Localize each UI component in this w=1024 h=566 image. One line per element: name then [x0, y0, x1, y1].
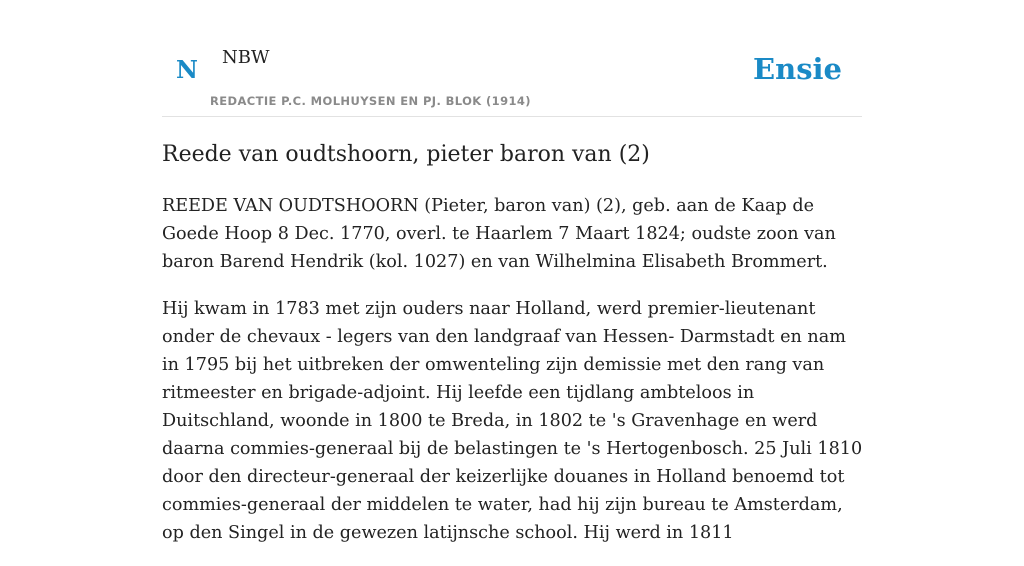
source-title[interactable]: NBW: [222, 47, 270, 68]
article-paragraph: Hij kwam in 1783 met zijn ouders naar Holland, werd premier-lieutenant onder de chevaux - legers van den landgraaf van Hessen- Darmstadt en nam in 1795 bij het uitbreken der omwenteling zijn demissie met den rang van ritmeester en brigade-adjoint. Hij leefde een tijdlang ambteloos in Duitschland, woonde in 1800 te Breda, in 1802 te 's Gravenhage en werd daarna commies-generaal bij de belastingen te 's Hertogenbosch. 25 Juli 1810 door den directeur-generaal der keizerlijke douanes in Holland benoemd tot commies-generaal der middelen te water, had hij zijn bureau te Amsterdam, op den Singel in de gewezen latijnsche school. Hij werd in 1811: [162, 299, 863, 543]
source-subtitle: REDACTIE P.C. MOLHUYSEN EN PJ. BLOK (1914): [210, 94, 531, 108]
article-title: Reede van oudtshoorn, pieter baron van (2): [162, 142, 650, 167]
source-logo[interactable]: N: [176, 55, 198, 84]
site-header: [162, 0, 862, 117]
brand-logo[interactable]: Ensie: [753, 52, 842, 86]
article-body: [162, 192, 864, 566]
article-paragraph: REEDE VAN OUDTSHOORN (Pieter, baron van) (2), geb. aan de Kaap de Goede Hoop 8 Dec. 1770, overl. te Haarlem 7 Maart 1824; oudste zoon van baron Barend Hendrik (kol. 1027) en van Wilhelmina Elisabeth Brommert.: [162, 196, 836, 272]
